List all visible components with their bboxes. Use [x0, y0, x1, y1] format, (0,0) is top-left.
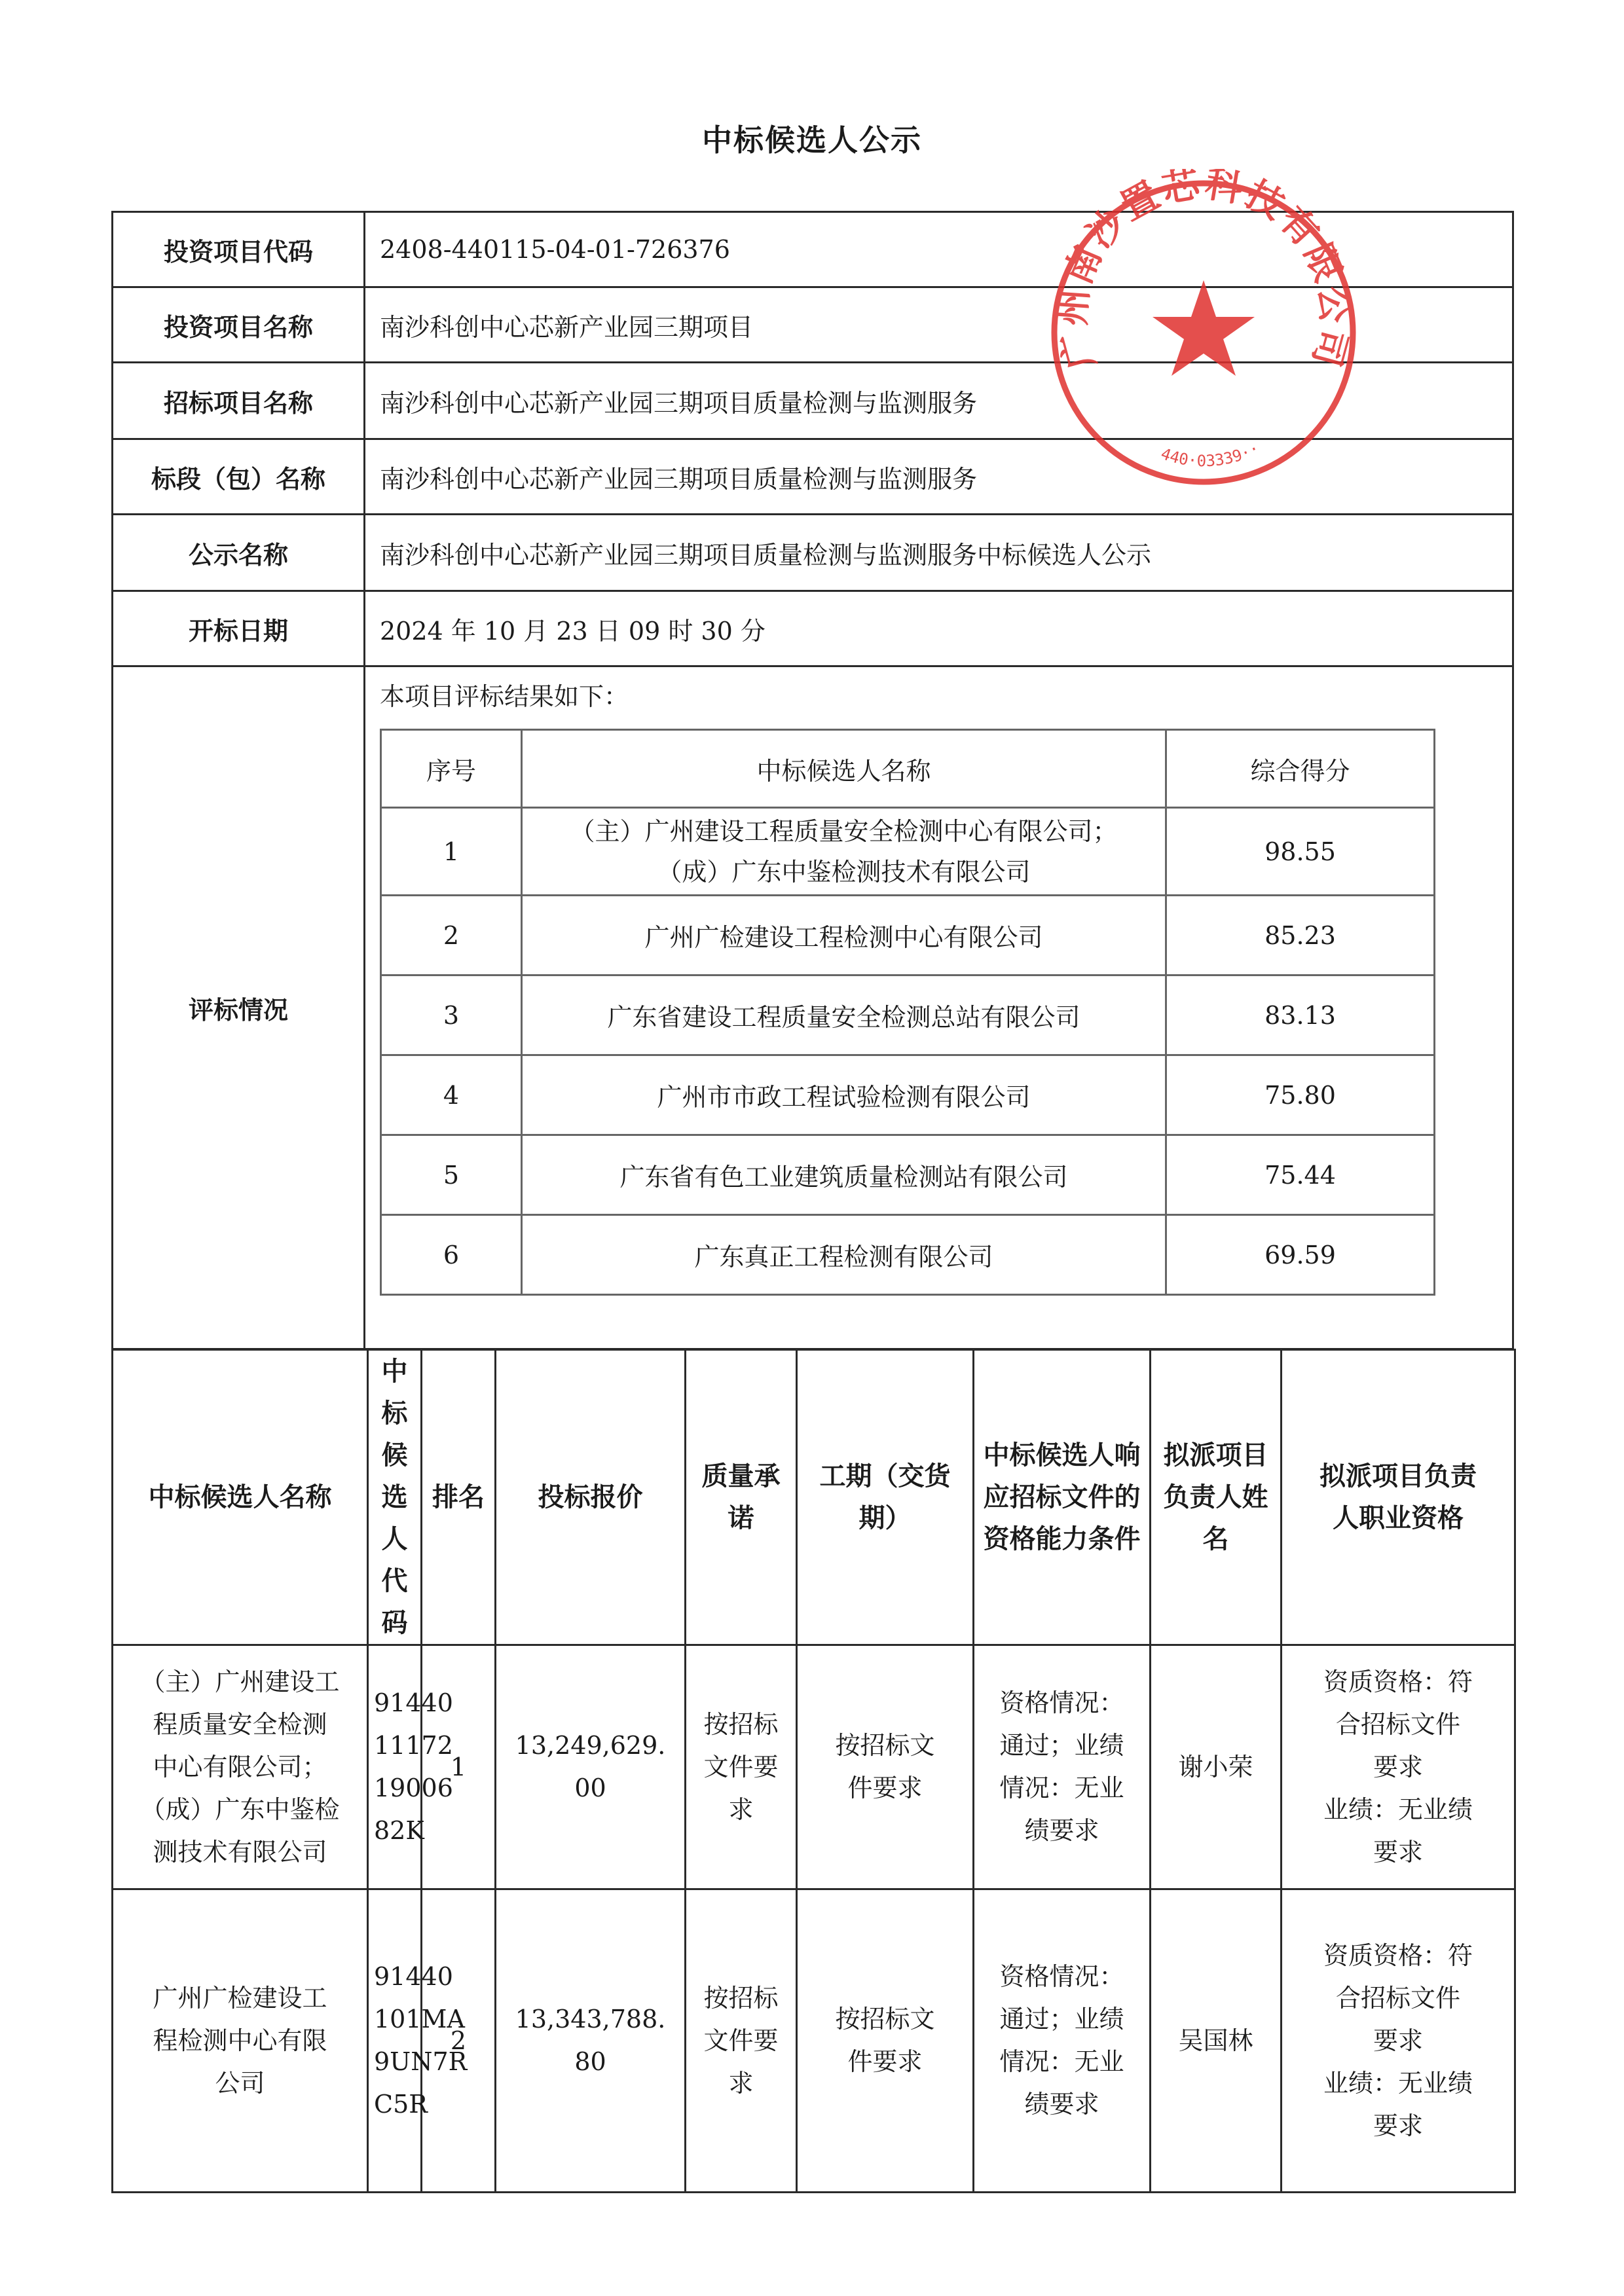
candidate-rank: 1 — [422, 1645, 496, 1889]
header-line: 拟派项目 — [1163, 1440, 1268, 1470]
section-name-label: 标段（包）名称 — [113, 439, 365, 515]
candidate-name — [113, 1889, 368, 2193]
cell-line: 80 — [574, 2047, 606, 2076]
score-row-score: 75.44 — [1166, 1135, 1435, 1215]
notice-name-label: 公示名称 — [113, 515, 365, 591]
cell-line: 按招标 — [703, 1709, 779, 1739]
score-row-index: 4 — [381, 1055, 522, 1135]
score-row-name-line: （成）广东中鉴检测技术有限公司 — [657, 857, 1031, 886]
svg-text:广州南沙置芯科技有限公司: 广州南沙置芯科技有限公司 — [1051, 169, 1356, 374]
cell-line: 求 — [728, 2068, 754, 2098]
header-line: 选人代 — [381, 1482, 408, 1596]
header-rank: 排名 — [422, 1350, 496, 1645]
score-row — [381, 1215, 1435, 1295]
cell-line: 91440 — [374, 1962, 453, 1991]
cell-line: 通过；业绩 — [999, 2005, 1124, 2033]
cell-line: 程质量安全检测 — [153, 1709, 327, 1739]
header-manager-qualification — [1282, 1350, 1515, 1645]
header-index: 序号 — [381, 730, 522, 808]
header-line: 期） — [858, 1503, 912, 1533]
evaluation-intro: 本项目评标结果如下： — [380, 682, 629, 711]
score-row-index: 6 — [381, 1215, 522, 1295]
header-candidate-code — [368, 1350, 422, 1645]
cell-line: 通过；业绩 — [999, 1731, 1124, 1760]
header-line: 中标候选人响 — [983, 1440, 1141, 1470]
cell-line: （成）广东中鉴检 — [140, 1795, 340, 1824]
cell-line: 情况：无业 — [999, 1774, 1124, 1802]
header-line: 质量承 — [701, 1461, 781, 1491]
candidate-manager-qualification — [1282, 1889, 1515, 2193]
cell-line: C5R — [374, 2090, 428, 2119]
header-line: 码 — [381, 1608, 408, 1638]
score-row-index: 5 — [381, 1135, 522, 1215]
cell-line: 91440 — [374, 1688, 453, 1717]
page-title: 中标候选人公示 — [702, 122, 922, 158]
candidate-manager-name: 谢小荣 — [1151, 1645, 1282, 1889]
score-row-name: 广东省有色工业建筑质量检测站有限公司 — [522, 1135, 1166, 1215]
header-quality — [686, 1350, 797, 1645]
cell-line: 合招标文件 — [1335, 1983, 1460, 2013]
cell-line: 绩要求 — [1024, 2090, 1099, 2119]
candidate-table-header — [113, 1350, 1515, 1645]
cell-line: 文件要 — [703, 1752, 779, 1781]
evaluation-cell — [365, 666, 1513, 1349]
candidate-table — [111, 1349, 1516, 2193]
header-line: 负责人姓 — [1163, 1482, 1268, 1512]
score-row-name: 广东真正工程检测有限公司 — [522, 1215, 1166, 1295]
investment-code-label: 投资项目代码 — [113, 212, 365, 287]
candidate-row — [113, 1645, 1515, 1889]
candidate-bid-price — [496, 1889, 686, 2193]
bid-opening-date-value: 2024 年 10 月 23 日 09 时 30 分 — [365, 591, 1513, 666]
score-row — [381, 975, 1435, 1055]
cell-line: 中心有限公司； — [153, 1752, 327, 1781]
cell-line: 82K — [374, 1816, 424, 1845]
score-row-score: 85.23 — [1166, 896, 1435, 975]
cell-line: 资质资格：符 — [1323, 1941, 1473, 1970]
candidate-qualification — [974, 1645, 1151, 1889]
cell-line: 资格情况： — [999, 1688, 1124, 1717]
header-line: 名 — [1202, 1524, 1229, 1554]
candidate-manager-qualification — [1282, 1645, 1515, 1889]
header-line: 拟派项目负责 — [1320, 1461, 1477, 1491]
cell-line: 求 — [728, 1795, 754, 1824]
score-row-score: 83.13 — [1166, 975, 1435, 1055]
cell-line: 按招标 — [703, 1983, 779, 2013]
header-candidate-name: 中标候选人名称 — [113, 1350, 368, 1645]
cell-line: 程检测中心有限 — [153, 2026, 327, 2055]
cell-line: 绩要求 — [1024, 1816, 1099, 1845]
cell-line: 00 — [574, 1774, 606, 1802]
header-line: 诺 — [728, 1503, 754, 1533]
bid-opening-date-label: 开标日期 — [113, 591, 365, 666]
cell-line: 测技术有限公司 — [153, 1837, 327, 1867]
candidate-row — [113, 1889, 1515, 2193]
header-qualification — [974, 1350, 1151, 1645]
header-bid-price: 投标报价 — [496, 1350, 686, 1645]
svg-text:440·03339··: 440·03339·· — [1158, 439, 1263, 471]
score-row-index: 1 — [381, 808, 522, 896]
cell-line: 资格情况： — [999, 1962, 1124, 1991]
section-name-value: 南沙科创中心芯新产业园三期项目质量检测与监测服务 — [365, 439, 1513, 515]
cell-line: 13,249,629. — [515, 1731, 666, 1760]
cell-line: 资质资格：符 — [1323, 1667, 1473, 1696]
candidate-qualification — [974, 1889, 1151, 2193]
score-row-index: 2 — [381, 896, 522, 975]
cell-line: 合招标文件 — [1335, 1709, 1460, 1739]
cell-line: 19006 — [374, 1774, 453, 1802]
score-row-name-line: （主）广州建设工程质量安全检测中心有限公司； — [570, 816, 1118, 846]
header-line: 工期（交货 — [819, 1461, 951, 1491]
candidate-period — [797, 1645, 974, 1889]
score-row-name — [522, 808, 1166, 896]
score-row — [381, 1055, 1435, 1135]
bid-project-value: 南沙科创中心芯新产业园三期项目质量检测与监测服务 — [365, 363, 1513, 439]
score-row-score: 69.59 — [1166, 1215, 1435, 1295]
cell-line: （主）广州建设工 — [140, 1667, 340, 1696]
score-row — [381, 808, 1435, 896]
company-seal — [1046, 169, 1361, 496]
cell-line: 件要求 — [847, 2047, 923, 2076]
cell-line: 9UN7R — [374, 2047, 468, 2076]
investment-name-value: 南沙科创中心芯新产业园三期项目 — [365, 287, 1513, 363]
header-line: 中标候 — [381, 1357, 408, 1470]
header-line: 资格能力条件 — [983, 1524, 1141, 1554]
company-seal-icon — [1046, 169, 1361, 496]
header-line: 应招标文件的 — [983, 1482, 1141, 1512]
score-row-score: 75.80 — [1166, 1055, 1435, 1135]
header-period — [797, 1350, 974, 1645]
candidate-name — [113, 1645, 368, 1889]
cell-line: 按招标文 — [835, 2005, 935, 2033]
investment-name-label: 投资项目名称 — [113, 287, 365, 363]
candidate-code — [368, 1889, 468, 2193]
cell-line: 文件要 — [703, 2026, 779, 2055]
score-table-header — [381, 730, 1435, 808]
cell-line: 11172 — [374, 1731, 453, 1760]
cell-line: 要求 — [1373, 2026, 1423, 2055]
cell-line: 件要求 — [847, 1774, 923, 1802]
cell-line: 要求 — [1373, 1837, 1423, 1867]
score-row-name: 广州广检建设工程检测中心有限公司 — [522, 896, 1166, 975]
notice-name-value: 南沙科创中心芯新产业园三期项目质量检测与监测服务中标候选人公示 — [365, 515, 1513, 591]
cell-line: 按招标文 — [835, 1731, 935, 1760]
header-line: 人职业资格 — [1333, 1503, 1464, 1533]
cell-line: 公司 — [215, 2068, 265, 2098]
cell-line: 101MA — [374, 2005, 465, 2033]
evaluation-label: 评标情况 — [113, 666, 365, 1349]
candidate-period — [797, 1889, 974, 2193]
candidate-code — [368, 1645, 453, 1889]
score-row-name: 广东省建设工程质量安全检测总站有限公司 — [522, 975, 1166, 1055]
candidate-quality — [686, 1645, 797, 1889]
score-table — [380, 729, 1435, 1296]
cell-line: 业绩：无业绩 — [1323, 2068, 1473, 2098]
header-score: 综合得分 — [1166, 730, 1435, 808]
cell-line: 广州广检建设工 — [153, 1983, 327, 2013]
candidate-manager-name: 吴国林 — [1151, 1889, 1282, 2193]
header-candidate-name: 中标候选人名称 — [522, 730, 1166, 808]
bid-project-label: 招标项目名称 — [113, 363, 365, 439]
candidate-rank: 2 — [422, 1889, 496, 2193]
cell-line: 要求 — [1373, 1752, 1423, 1781]
cell-line: 业绩：无业绩 — [1323, 1795, 1473, 1824]
score-row — [381, 896, 1435, 975]
cell-line: 13,343,788. — [515, 2005, 666, 2033]
investment-code-value: 2408-440115-04-01-726376 — [365, 212, 1513, 287]
score-row-index: 3 — [381, 975, 522, 1055]
candidate-quality — [686, 1889, 797, 2193]
header-manager-name — [1151, 1350, 1282, 1645]
score-row — [381, 1135, 1435, 1215]
cell-line: 情况：无业 — [999, 2047, 1124, 2076]
cell-line: 要求 — [1373, 2111, 1423, 2140]
candidate-bid-price — [496, 1645, 686, 1889]
score-row-score: 98.55 — [1166, 808, 1435, 896]
score-row-name: 广州市市政工程试验检测有限公司 — [522, 1055, 1166, 1135]
